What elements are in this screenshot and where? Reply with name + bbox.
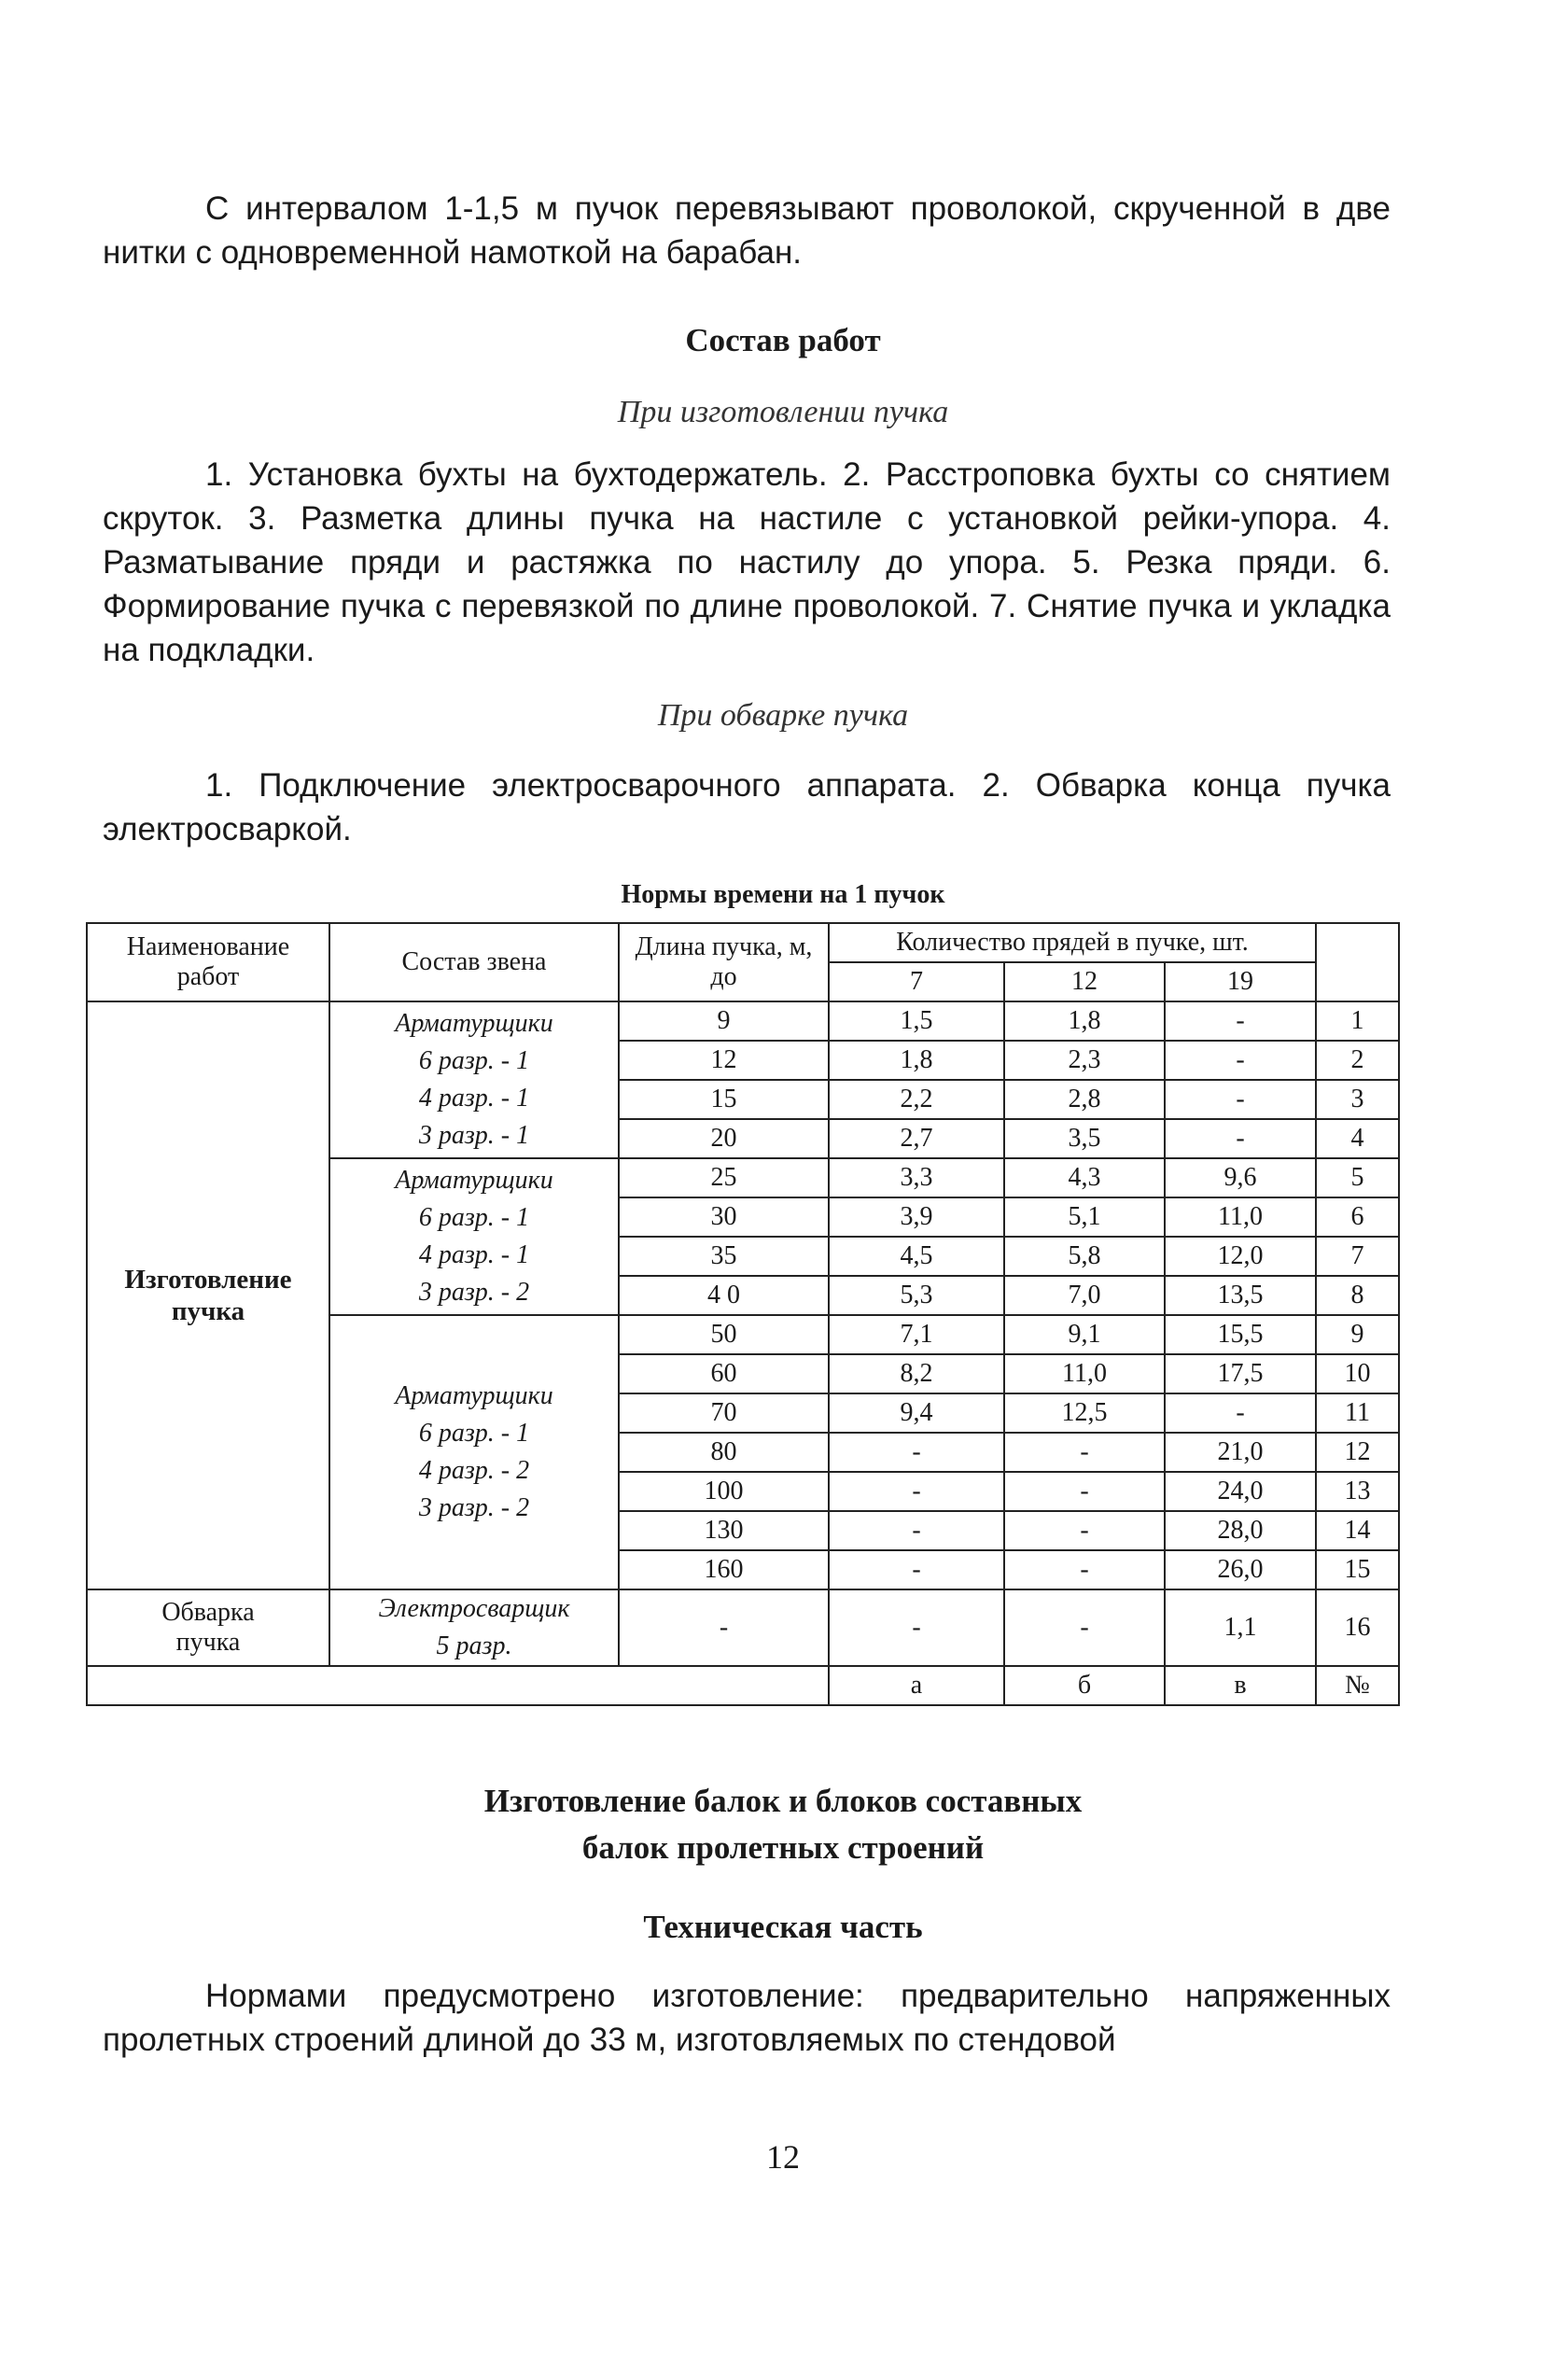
crew-cell-a (329, 1001, 619, 1158)
cell-c: 15,5 (1165, 1315, 1316, 1354)
cell-a: - (829, 1433, 1004, 1472)
weld-work-name (87, 1589, 329, 1666)
crew-title: Арматурщики (395, 1009, 553, 1038)
crew-line: 4 разр. - 1 (418, 1084, 530, 1113)
section-3-title: Техническая часть (643, 1909, 923, 1945)
crew-line: 4 разр. - 2 (418, 1456, 530, 1485)
cell-number: 5 (1316, 1158, 1399, 1197)
cell-a: 3,3 (829, 1158, 1004, 1197)
crew-cell-b (329, 1158, 619, 1315)
cell-b: 9,1 (1004, 1315, 1165, 1354)
section-2-title-line: балок пролетных строений (581, 1829, 985, 1866)
cell-a: 5,3 (829, 1276, 1004, 1315)
header-length: Длина пучка, м, до (619, 923, 829, 1001)
footer-a: а (829, 1666, 1004, 1705)
cell-a: - (829, 1589, 1004, 1666)
cell-c: - (1165, 1001, 1316, 1041)
cell-c: - (1165, 1393, 1316, 1433)
weld-crew (329, 1589, 619, 1666)
weld-work-line: Обварка (161, 1598, 255, 1627)
cell-c: 26,0 (1165, 1550, 1316, 1589)
crew-cell-c (329, 1315, 619, 1589)
cell-length: 50 (619, 1315, 829, 1354)
cell-length: 9 (619, 1001, 829, 1041)
footer-c: в (1165, 1666, 1316, 1705)
table-footer-row (87, 1666, 1399, 1705)
cell-a: 1,5 (829, 1001, 1004, 1041)
subsection-2-text: 1. Подключение электросварочного аппарата. 2. Обварка конца пучка электросваркой. (103, 767, 1391, 847)
cell-length: 160 (619, 1550, 829, 1589)
cell-a: 8,2 (829, 1354, 1004, 1393)
cell-number: 10 (1316, 1354, 1399, 1393)
crew-line: 3 разр. - 2 (418, 1493, 530, 1522)
header-strands: Количество прядей в пучке, шт. (829, 923, 1316, 962)
cell-number: 11 (1316, 1393, 1399, 1433)
cell-a: 3,9 (829, 1197, 1004, 1237)
cell-a: 4,5 (829, 1237, 1004, 1276)
cell-a: 7,1 (829, 1315, 1004, 1354)
footer-number: № (1316, 1666, 1399, 1705)
intro-paragraph: С интервалом 1-1,5 м пучок перевязывают проволокой, скрученной в две нитки с одновременной намоткой на барабан. (103, 190, 1391, 271)
cell-b: - (1004, 1589, 1165, 1666)
cell-b: 7,0 (1004, 1276, 1165, 1315)
cell-length: 12 (619, 1041, 829, 1080)
table-row (87, 1001, 1399, 1041)
crew-line: 6 разр. - 1 (418, 1046, 530, 1075)
cell-c: 21,0 (1165, 1433, 1316, 1472)
cell-number: 4 (1316, 1119, 1399, 1158)
cell-length: 80 (619, 1433, 829, 1472)
cell-a: 2,7 (829, 1119, 1004, 1158)
cell-b: 5,8 (1004, 1237, 1165, 1276)
cell-b: - (1004, 1511, 1165, 1550)
cell-length: 25 (619, 1158, 829, 1197)
cell-number: 6 (1316, 1197, 1399, 1237)
cell-length: 20 (619, 1119, 829, 1158)
cell-number: 2 (1316, 1041, 1399, 1080)
cell-c: - (1165, 1041, 1316, 1080)
cell-number: 3 (1316, 1080, 1399, 1119)
section-title: Состав работ (685, 322, 881, 358)
cell-b: 2,8 (1004, 1080, 1165, 1119)
cell-number: 9 (1316, 1315, 1399, 1354)
cell-number: 15 (1316, 1550, 1399, 1589)
cell-number: 13 (1316, 1472, 1399, 1511)
cell-length: 15 (619, 1080, 829, 1119)
crew-title: Арматурщики (395, 1381, 553, 1410)
header-crew: Состав звена (329, 923, 619, 1001)
header-strand-12: 12 (1004, 962, 1165, 1001)
footer-blank (87, 1666, 829, 1705)
table-row-welding (87, 1589, 1399, 1666)
cell-number: 12 (1316, 1433, 1399, 1472)
cell-c: 13,5 (1165, 1276, 1316, 1315)
header-work-name: Наименование работ (87, 923, 329, 1001)
cell-length: 35 (619, 1237, 829, 1276)
weld-crew-line: 5 разр. (436, 1631, 512, 1660)
cell-number: 8 (1316, 1276, 1399, 1315)
cell-b: - (1004, 1472, 1165, 1511)
crew-line: 6 разр. - 1 (418, 1419, 530, 1448)
crew-title: Арматурщики (395, 1166, 553, 1195)
subsection-1-text: 1. Установка бухты на бухтодержатель. 2. Расстроповка бухты со снятием скруток. 3. Разметка длины пучка на настиле с установкой рейки-упора. 4. Разматывание пряди и растяжка по настилу до упора. 5. Резка пряди. 6. Формирование пучка с перевязкой по длине проволокой. 7. Снятие пучка и укладка на подкладки. (103, 456, 1391, 668)
cell-b: - (1004, 1433, 1165, 1472)
table-header-row (87, 923, 1399, 962)
cell-c: 11,0 (1165, 1197, 1316, 1237)
cell-c: 24,0 (1165, 1472, 1316, 1511)
cell-b: 5,1 (1004, 1197, 1165, 1237)
cell-number: 16 (1316, 1589, 1399, 1666)
group-name-manufacture: Изготовление пучка (87, 1001, 329, 1589)
cell-b: 3,5 (1004, 1119, 1165, 1158)
crew-line: 4 разр. - 1 (418, 1240, 530, 1269)
table-caption: Нормы времени на 1 пучок (621, 880, 945, 909)
section-2-title-line: Изготовление балок и блоков составных (483, 1783, 1083, 1819)
header-row-number (1316, 923, 1399, 1001)
cell-a: - (829, 1550, 1004, 1589)
cell-length: 130 (619, 1511, 829, 1550)
cell-length: 60 (619, 1354, 829, 1393)
cell-b: 1,8 (1004, 1001, 1165, 1041)
cell-b: 2,3 (1004, 1041, 1165, 1080)
cell-c: 1,1 (1165, 1589, 1316, 1666)
cell-length: - (619, 1589, 829, 1666)
cell-b: 11,0 (1004, 1354, 1165, 1393)
cell-length: 100 (619, 1472, 829, 1511)
subsection-title-1: При изготовлении пучка (617, 395, 949, 429)
cell-number: 7 (1316, 1237, 1399, 1276)
crew-line: 3 разр. - 2 (418, 1278, 530, 1307)
subsection-title-2: При обварке пучка (657, 698, 909, 733)
header-strand-19: 19 (1165, 962, 1316, 1001)
page-number: 12 (766, 2138, 800, 2176)
crew-line: 3 разр. - 1 (418, 1121, 530, 1150)
cell-b: - (1004, 1550, 1165, 1589)
cell-a: 9,4 (829, 1393, 1004, 1433)
cell-c: 17,5 (1165, 1354, 1316, 1393)
cell-a: - (829, 1511, 1004, 1550)
crew-line: 6 разр. - 1 (418, 1203, 530, 1232)
cell-length: 70 (619, 1393, 829, 1433)
cell-number: 14 (1316, 1511, 1399, 1550)
footer-b: б (1004, 1666, 1165, 1705)
cell-length: 4 0 (619, 1276, 829, 1315)
cell-b: 12,5 (1004, 1393, 1165, 1433)
cell-c: - (1165, 1119, 1316, 1158)
header-strand-7: 7 (829, 962, 1004, 1001)
norms-table (86, 922, 1400, 1706)
cell-number: 1 (1316, 1001, 1399, 1041)
weld-work-line: пучка (175, 1628, 241, 1657)
section-2-title (0, 1778, 1566, 1871)
cell-c: - (1165, 1080, 1316, 1119)
cell-c: 12,0 (1165, 1237, 1316, 1276)
cell-a: - (829, 1472, 1004, 1511)
cell-c: 9,6 (1165, 1158, 1316, 1197)
cell-a: 2,2 (829, 1080, 1004, 1119)
cell-a: 1,8 (829, 1041, 1004, 1080)
cell-b: 4,3 (1004, 1158, 1165, 1197)
cell-c: 28,0 (1165, 1511, 1316, 1550)
weld-crew-line: Электросварщик (378, 1594, 570, 1623)
cell-length: 30 (619, 1197, 829, 1237)
tech-paragraph: Нормами предусмотрено изготовление: предварительно напряженных пролетных строений длиной до 33 м, изготовляемых по стендовой (103, 1978, 1391, 2058)
